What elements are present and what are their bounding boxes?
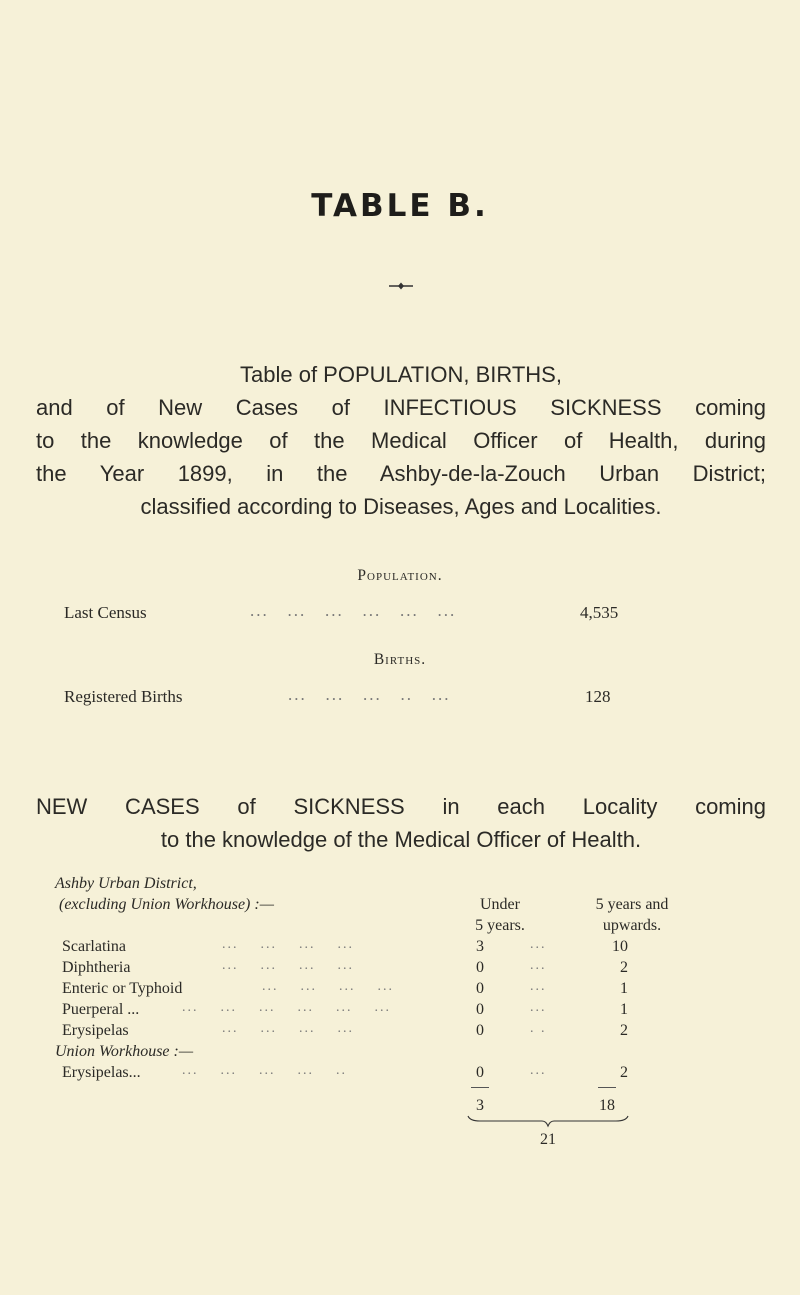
- row-leader: ... ... ... ...: [222, 937, 354, 952]
- intro-line: and of New Cases of INFECTIOUS SICKNESS coming: [36, 395, 766, 420]
- table-row-disease: Scarlatina: [62, 938, 126, 955]
- table-row-under: 0: [476, 959, 484, 976]
- births-value: 128: [585, 687, 611, 706]
- district-title: Ashby Urban District,: [55, 875, 197, 892]
- row-leader: ...: [530, 937, 547, 952]
- new-cases-line: NEW CASES of SICKNESS in each Locality coming: [36, 794, 766, 819]
- total-over: 18: [599, 1097, 615, 1114]
- table-row-over: 1: [620, 1001, 628, 1018]
- row-leader: ...: [530, 979, 547, 994]
- intro-line: the Year 1899, in the Ashby-de-la-Zouch Urban District;: [36, 461, 766, 486]
- row-leader: ... ... ... ... ..: [182, 1063, 347, 1078]
- table-row-disease: Enteric or Typhoid: [62, 980, 183, 997]
- table-row-over: 2: [620, 1064, 628, 1081]
- table-row-under: 0: [476, 1064, 484, 1081]
- population-heading: Population.: [357, 567, 443, 584]
- workhouse-title: Union Workhouse :—: [55, 1043, 194, 1060]
- population-value: 4,535: [580, 603, 619, 622]
- table-row-disease: Diphtheria: [62, 959, 131, 976]
- total-rule: [471, 1087, 489, 1088]
- table-row-under: 0: [476, 1022, 484, 1039]
- births-heading: Births.: [373, 651, 427, 668]
- row-leader: ...: [530, 1000, 547, 1015]
- row-leader: . .: [530, 1021, 547, 1036]
- table-row-under: 0: [476, 980, 484, 997]
- col-over-header-2: upwards.: [602, 917, 662, 934]
- row-leader: ...: [530, 1063, 547, 1078]
- new-cases-line: to the knowledge of the Medical Officer of Health.: [160, 827, 642, 852]
- ornament-dash-icon: [389, 280, 413, 292]
- brace-icon: [466, 1114, 630, 1128]
- page-title: TABLE B.: [311, 188, 489, 224]
- table-row-disease: Puerperal ...: [62, 1001, 140, 1018]
- population-leader: ... ... ... ... ... ...: [250, 601, 457, 620]
- row-leader: ... ... ... ...: [222, 958, 354, 973]
- intro-paragraph: [36, 358, 766, 523]
- row-leader: ... ... ... ...: [222, 1021, 354, 1036]
- table-row-disease: Erysipelas: [62, 1022, 129, 1039]
- table-row-under: 0: [476, 1001, 484, 1018]
- population-label: Last Census: [64, 603, 147, 622]
- row-leader: ... ... ... ... ... ...: [182, 1000, 391, 1015]
- new-cases-heading: [36, 790, 766, 856]
- district-subtitle: (excluding Union Workhouse) :—: [59, 896, 274, 913]
- table-row-over: 2: [620, 959, 628, 976]
- table-row-disease: Erysipelas...: [62, 1064, 141, 1081]
- table-row-under: 3: [476, 938, 484, 955]
- table-row-over: 2: [620, 1022, 628, 1039]
- total-under: 3: [476, 1097, 484, 1114]
- col-under-header-2: 5 years.: [475, 917, 525, 934]
- grand-total: 21: [540, 1131, 556, 1148]
- row-leader: ... ... ... ...: [262, 979, 394, 994]
- col-under-header-1: Under: [480, 896, 520, 913]
- row-leader: ...: [530, 958, 547, 973]
- births-leader: ... ... ... .. ...: [288, 685, 451, 704]
- intro-line: classified according to Diseases, Ages and Localities.: [140, 494, 662, 519]
- total-rule: [598, 1087, 616, 1088]
- col-over-header-1: 5 years and: [595, 896, 669, 913]
- intro-line: to the knowledge of the Medical Officer of Health, during: [36, 428, 766, 453]
- table-row-over: 1: [620, 980, 628, 997]
- intro-line: Table of POPULATION, BIRTHS,: [240, 362, 562, 387]
- births-label: Registered Births: [64, 687, 183, 706]
- table-row-over: 10: [612, 938, 628, 955]
